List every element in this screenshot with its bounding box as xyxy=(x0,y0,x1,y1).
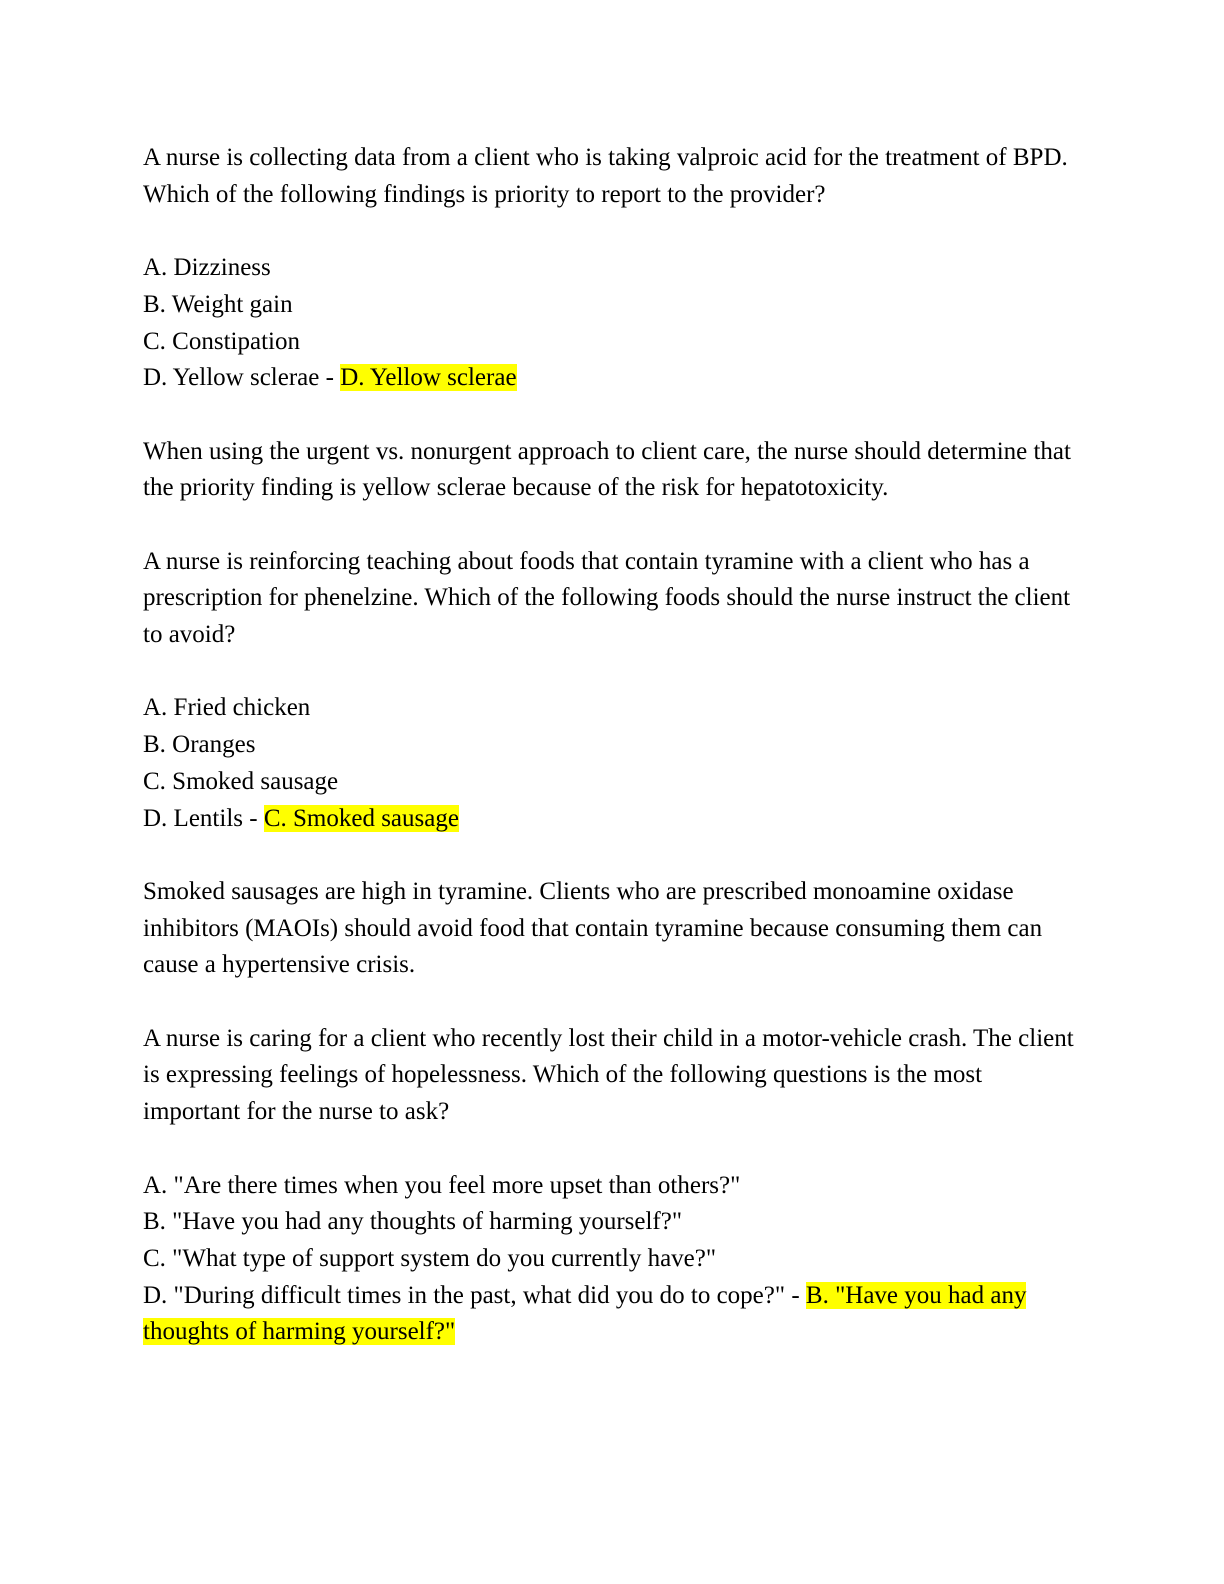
option-a: A. Fried chicken xyxy=(143,694,311,722)
rationale-text: When using the urgent vs. nonurgent approach to client care, the nurse should determine that the priority finding is yellow sclerae because of the risk for hepatotoxicity. xyxy=(143,437,1071,502)
option-d: D. Yellow sclerae xyxy=(143,364,320,392)
options-2 xyxy=(143,690,1083,837)
highlighted-answer: B. "Have you had any thoughts of harming yourself?" xyxy=(143,1281,1027,1346)
question-text: A nurse is caring for a client who recently lost their child in a motor-vehicle crash. The client is expressing feelings of hopelessness. Which of the following questions is the most important for the nurse to ask? xyxy=(143,1024,1074,1126)
answer-separator: - xyxy=(243,804,264,832)
option-a: A. "Are there times when you feel more upset than others?" xyxy=(143,1171,741,1199)
option-d-with-answer xyxy=(143,360,1083,397)
option-d: D. Lentils xyxy=(143,804,243,832)
option-a: A. Dizziness xyxy=(143,254,271,282)
option-d-with-answer xyxy=(143,801,1083,838)
question-text: A nurse is reinforcing teaching about foods that contain tyramine with a client who has a prescription for phenelzine. Which of the following foods should the nurse instruct the client to avoid? xyxy=(143,547,1071,649)
option-d-with-answer xyxy=(143,1278,1083,1351)
answer-separator: - xyxy=(319,364,341,392)
highlighted-answer: D. Yellow sclerae xyxy=(340,364,517,392)
option-c: C. Smoked sausage xyxy=(143,767,339,795)
question-2 xyxy=(143,544,1083,654)
option-b: B. Weight gain xyxy=(143,290,293,318)
rationale-text: Smoked sausages are high in tyramine. Clients who are prescribed monoamine oxidase inhibitors (MAOIs) should avoid food that contain tyramine because consuming them can cause a hypertensive crisis. xyxy=(143,877,1043,979)
document-page xyxy=(143,140,1083,1388)
rationale-1 xyxy=(143,434,1083,507)
question-3 xyxy=(143,1021,1083,1131)
question-1 xyxy=(143,140,1083,213)
options-1 xyxy=(143,250,1083,397)
option-c: C. "What type of support system do you currently have?" xyxy=(143,1244,717,1272)
option-c: C. Constipation xyxy=(143,327,300,355)
highlighted-answer: C. Smoked sausage xyxy=(263,804,459,832)
option-d: D. "During difficult times in the past, what did you do to cope?" xyxy=(143,1281,786,1309)
options-3 xyxy=(143,1168,1083,1352)
option-b: B. Oranges xyxy=(143,731,256,759)
rationale-2 xyxy=(143,874,1083,984)
question-text: A nurse is collecting data from a client who is taking valproic acid for the treatment of BPD. Which of the following findings is priority to report to the provider? xyxy=(143,144,1068,208)
option-b: B. "Have you had any thoughts of harming yourself?" xyxy=(143,1208,683,1236)
answer-separator: - xyxy=(785,1281,806,1309)
